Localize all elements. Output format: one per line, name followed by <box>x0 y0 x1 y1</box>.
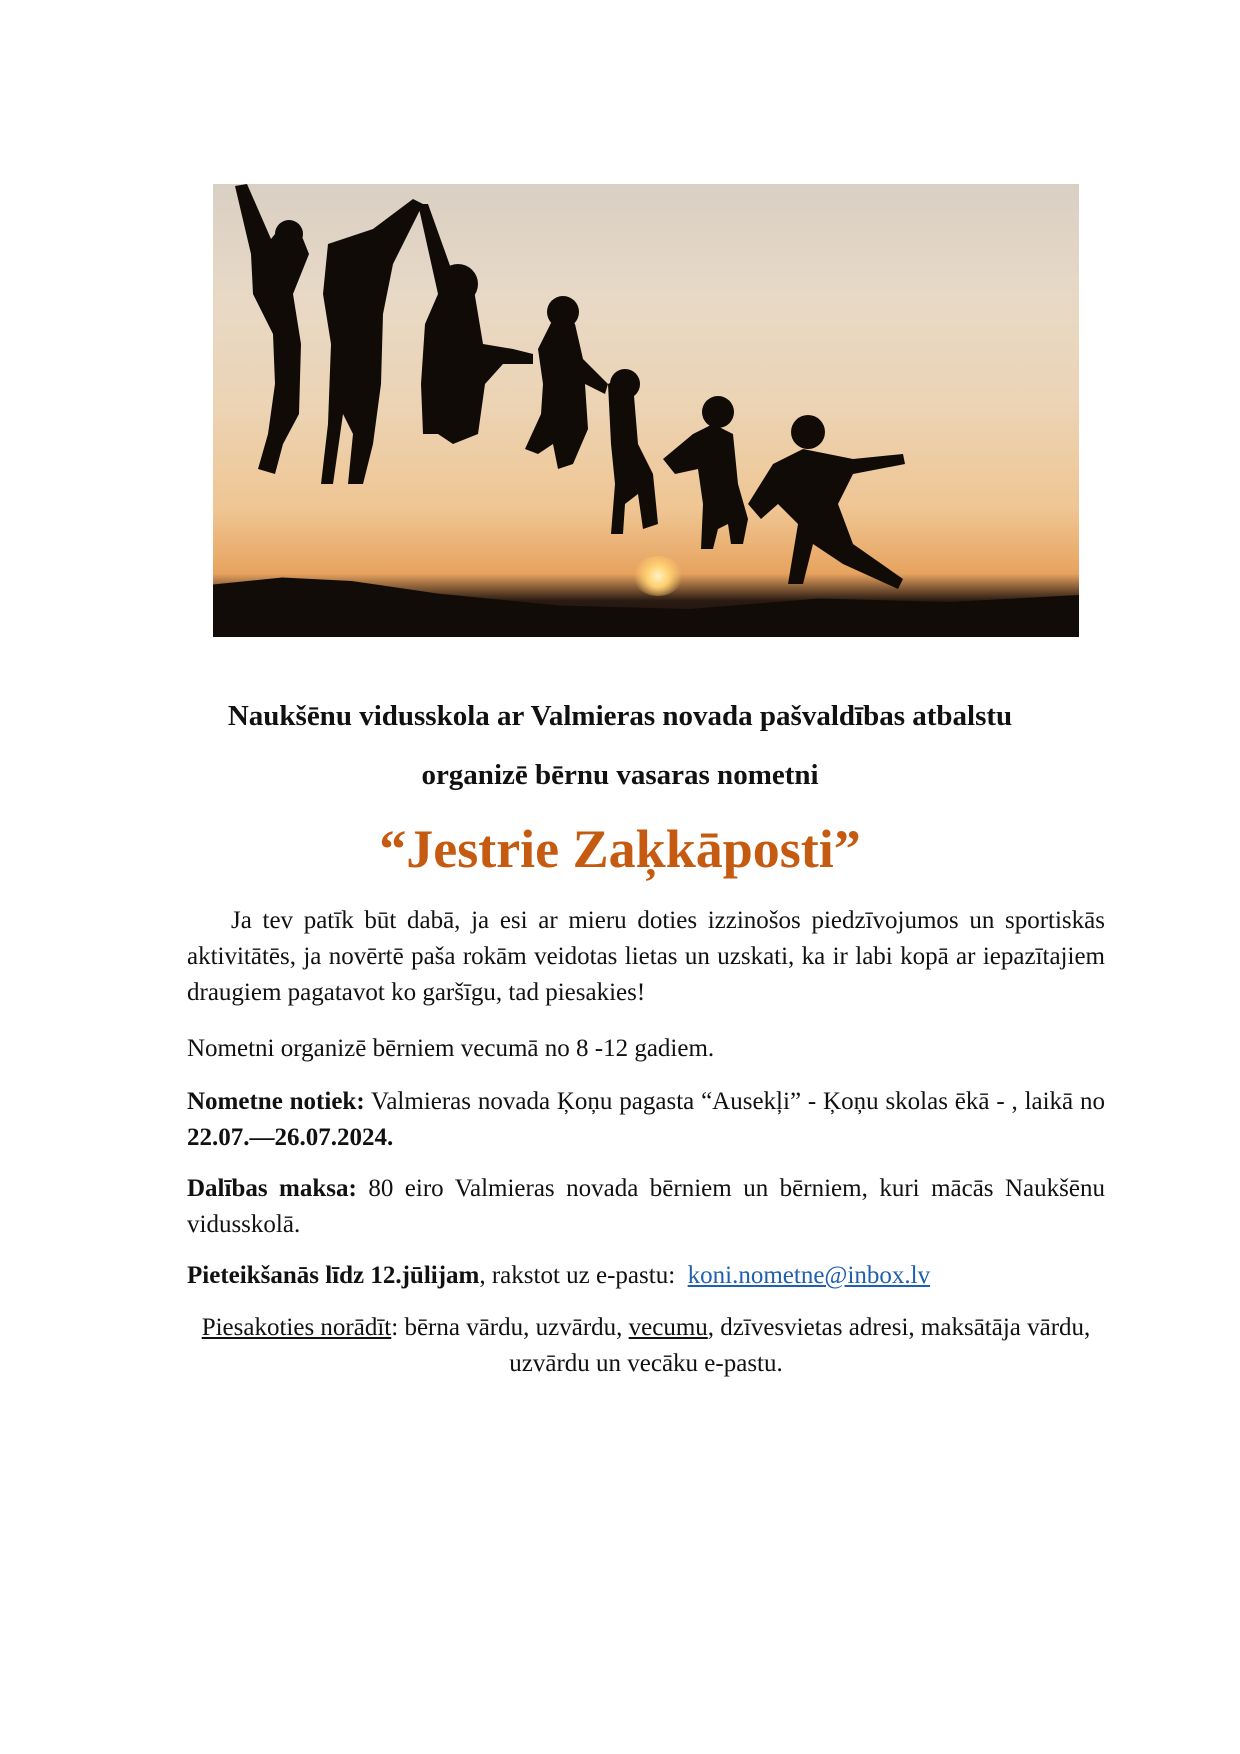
registration-label: Pieteikšanās līdz 12.jūlijam <box>187 1262 480 1289</box>
age-info: Nometni organizē bērniem vecumā no 8 -12 gadiem. <box>187 1035 715 1062</box>
header-line-1: Naukšēnu vidusskola ar Valmieras novada pašvaldības atbalstu <box>227 700 1013 732</box>
requirements-label: Piesakoties norādīt <box>201 1314 392 1341</box>
fee-label: Dalības maksa: <box>187 1175 357 1202</box>
location-label: Nometne notiek: <box>187 1088 365 1115</box>
registration-text: , rakstot uz e-pastu: <box>479 1262 688 1289</box>
requirements-text-b: , dzīvesvietas adresi, maksātāja vārdu, uzvārdu un vecāku e-pastu. <box>509 1314 1091 1377</box>
children-silhouettes <box>213 184 1079 637</box>
registration-paragraph <box>187 1258 1105 1294</box>
camp-title: “Jestrie Zaķkāposti” <box>379 819 861 879</box>
fee-paragraph <box>187 1171 1105 1243</box>
requirements-text-a: : bērna vārdu, uzvārdu, <box>391 1314 629 1341</box>
header-line-2: organizē bērnu vasaras nometni <box>421 759 819 791</box>
requirements-paragraph <box>187 1310 1105 1382</box>
camp-dates: 22.07.—26.07.2024. <box>187 1124 394 1151</box>
email-link[interactable]: koni.nometne@inbox.lv <box>687 1262 931 1289</box>
fee-text: 80 eiro Valmieras novada bērniem un bērniem, kuri mācās Naukšēnu vidusskolā. <box>187 1175 1105 1238</box>
location-text: Valmieras novada Ķoņu pagasta “Ausekļi” - Ķoņu skolas ēkā - , laikā no <box>364 1088 1105 1115</box>
location-paragraph <box>187 1084 1105 1156</box>
requirements-underlined-age: vecumu <box>628 1314 708 1341</box>
hero-photo-children-sunset <box>213 184 1079 637</box>
intro-paragraph: Ja tev patīk būt dabā, ja esi ar mieru doties izzinošos piedzīvojumos un sportiskās aktivitātēs, ja novērtē paša rokām veidotas lietas un uzskati, ka ir labi kopā ar iepazītajiem draugiem pagatavot ko garšīgu, tad piesakies! <box>187 907 1105 1006</box>
